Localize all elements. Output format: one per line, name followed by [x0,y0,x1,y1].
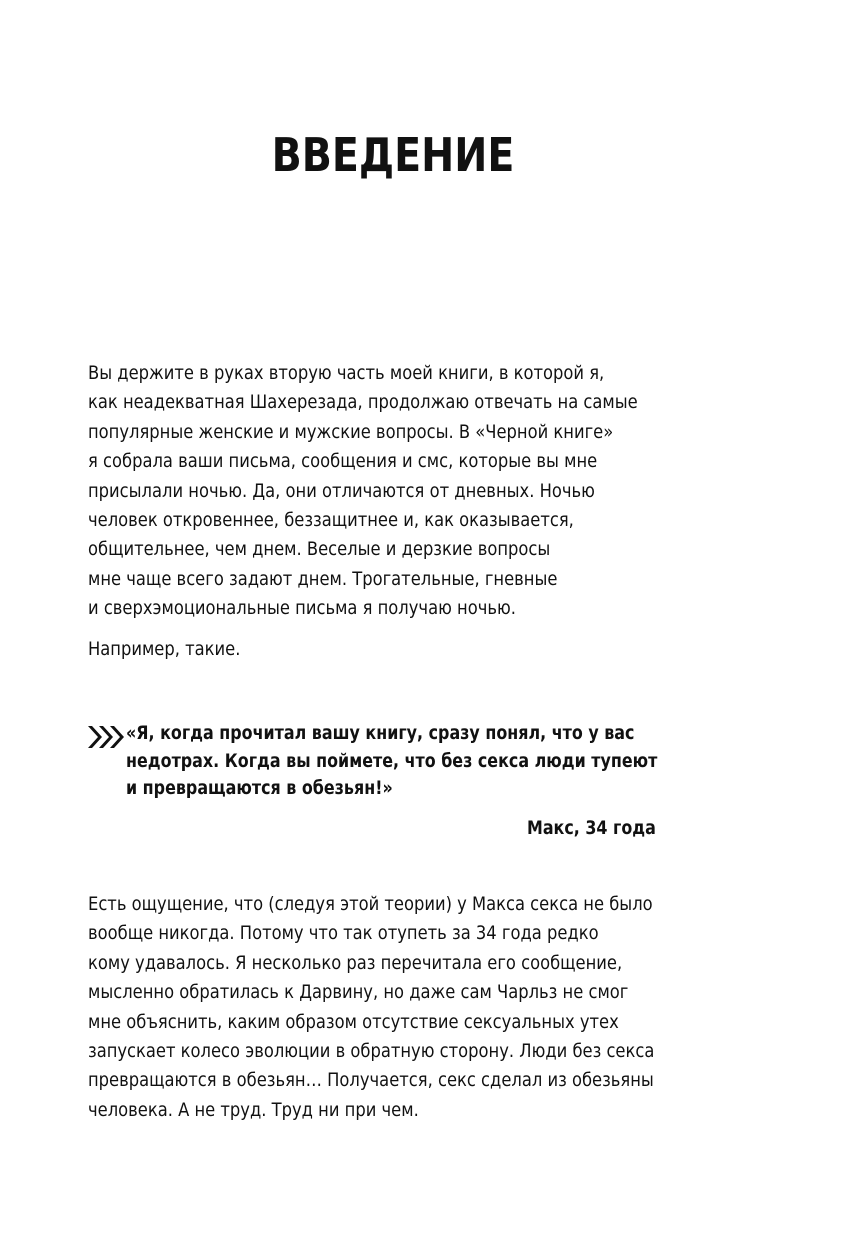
commentary-paragraph [88,890,728,1125]
text-line: кому удавалось. Я несколько раз перечитала его сообщение, [88,951,623,974]
quote-author: Макс, 34 года [527,818,656,839]
quote-line: недотрах. Когда вы поймете, что без секса люди тупеют [126,750,658,772]
text-line: популярные женские и мужские вопросы. В «Черной книге» [88,420,614,443]
text-line: и сверхэмоциональные письма я получаю ночью. [88,597,516,620]
text-line: вообще никогда. Потому что так отупеть за 34 года редко [88,922,599,945]
intro-paragraph [88,359,728,624]
chapter-title: ВВЕДЕНИЕ [271,128,515,182]
text-line: я собрала ваши письма, сообщения и смс, которые вы мне [88,450,598,473]
text-line: мне чаще всего задают днем. Трогательные, гневные [88,567,558,590]
example-paragraph [88,635,728,664]
text-line: превращаются в обезьян… Получается, секс сделал из обезьяны [88,1069,654,1092]
text-line: общительнее, чем днем. Веселые и дерзкие вопросы [88,538,551,561]
text-line: как неадекватная Шахерезада, продолжаю отвечать на самые [88,391,638,414]
quote-text [126,720,744,803]
text-line: Есть ощущение, что (следуя этой теории) у Макса секса не было [88,893,653,915]
text-line: запускает колесо эволюции в обратную сторону. Люди без секса [88,1040,655,1063]
text-line: мысленно обратилась к Дарвину, но даже сам Чарльз не смог [88,981,629,1004]
triple-chevron-right-icon [88,724,126,750]
text-line: человека. А не труд. Труд ни при чем. [88,1098,419,1121]
quote-line: «Я, когда прочитал вашу книгу, сразу понял, что у вас [126,723,635,744]
text-line: мне объяснить, каким образом отсутствие сексуальных утех [88,1010,619,1033]
text-line: Например, такие. [88,638,241,660]
text-line: Вы держите в руках вторую часть моей книги, в которой я, [88,362,605,384]
quote-line: и превращаются в обезьян!» [126,778,393,799]
text-line: человек откровеннее, беззащитнее и, как оказывается, [88,509,574,532]
text-line: присылали ночью. Да, они отличаются от дневных. Ночью [88,479,595,502]
